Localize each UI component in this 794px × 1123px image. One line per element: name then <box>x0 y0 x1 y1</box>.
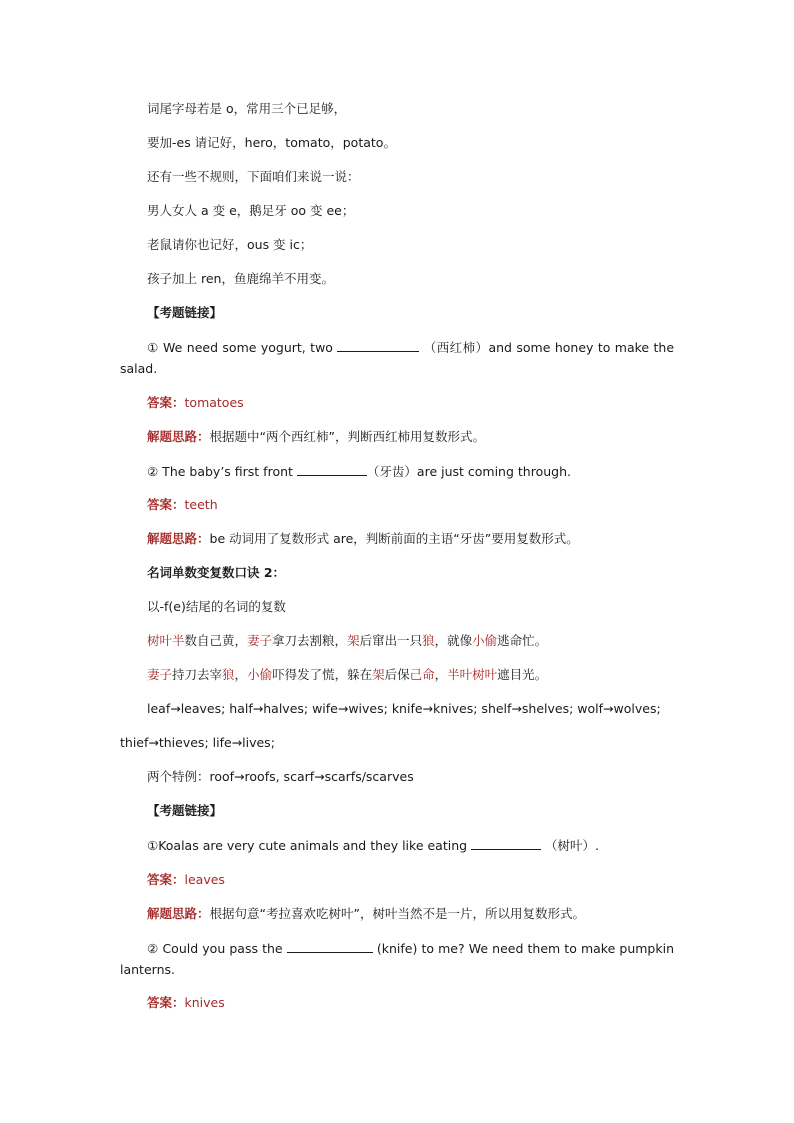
answer-1-2 <box>147 497 218 513</box>
explanation-1-2 <box>147 531 579 547</box>
rhyme-text: 遮目光。 <box>497 667 548 682</box>
highlight-word: 半叶树叶 <box>447 667 498 682</box>
rhyme-text: 后保 <box>384 667 410 682</box>
answer-blank[interactable] <box>471 837 541 850</box>
rhyme-line-4: 男人女人 a 变 e，鹅足牙 oo 变 ee； <box>147 203 355 218</box>
answer-label: 答案： <box>147 395 185 410</box>
explanation-label: 解题思路： <box>147 906 210 921</box>
explanation-label: 解题思路： <box>147 531 210 546</box>
rhyme-2-subtitle: 以-f(e)结尾的名词的复数 <box>147 599 286 614</box>
rhyme-text: ， <box>434 667 448 682</box>
question-text: ② Could you pass the <box>147 941 283 956</box>
answer-label: 答案： <box>147 872 185 887</box>
question-hint: （牙齿）are just coming through. <box>366 464 571 479</box>
question-hint: (knife) to me? We need them to make pumpkin <box>376 941 675 956</box>
explanation-2-1 <box>147 906 585 922</box>
answer-label: 答案： <box>147 497 185 512</box>
answer-value: teeth <box>184 497 218 512</box>
plural-examples-line-1: leaf→leaves; half→halves; wife→wives; knife→knives; shelf→shelves; wolf→wolves; <box>147 701 661 716</box>
exam-link-heading-1: 【考题链接】 <box>147 305 223 320</box>
highlight-word: 树叶半 <box>147 633 185 648</box>
question-continuation: lanterns. <box>120 962 175 977</box>
rhyme-text: 持刀去宰 <box>172 667 223 682</box>
question-1-1 <box>120 337 674 379</box>
question-hint: （树叶）. <box>545 838 600 853</box>
answer-2-1 <box>147 872 225 888</box>
highlight-word: 狼 <box>422 633 435 648</box>
special-cases: 两个特例：roof→roofs, scarf→scarfs/scarves <box>147 769 414 784</box>
rhyme-text: 后窜出一只 <box>359 633 423 648</box>
answer-value: knives <box>184 995 225 1010</box>
rhyme-2-line-2 <box>147 667 547 683</box>
rhyme-text: 吓得发了慌，躲在 <box>272 667 373 682</box>
highlight-word: 小偷 <box>247 667 273 682</box>
rhyme-line-3: 还有一些不规则，下面咱们来说一说： <box>147 169 360 184</box>
highlight-word: 妻子 <box>147 667 173 682</box>
highlight-word: 己命 <box>409 667 435 682</box>
question-hint: （西红柿）and some honey to make the <box>423 340 675 355</box>
rhyme-line-1: 词尾字母若是 o，常用三个已足够， <box>147 101 347 116</box>
rhyme-line-6: 孩子加上 ren，鱼鹿绵羊不用变。 <box>147 271 334 286</box>
question-2-1 <box>147 837 599 854</box>
answer-value: tomatoes <box>184 395 244 410</box>
rhyme-2-line-1 <box>147 633 547 649</box>
explanation-label: 解题思路： <box>147 429 210 444</box>
rhyme-text: ， <box>234 667 248 682</box>
question-text: ①Koalas are very cute animals and they like eating <box>147 838 468 853</box>
question-text: ② The baby’s first front <box>147 464 293 479</box>
answer-2-2 <box>147 995 225 1011</box>
rhyme-line-5: 老鼠请你也记好，ous 变 ic； <box>147 237 313 252</box>
answer-blank[interactable] <box>287 940 373 953</box>
highlight-word: 架 <box>347 633 360 648</box>
rhyme-text: 逃命忙。 <box>497 633 548 648</box>
highlight-word: 小偷 <box>472 633 498 648</box>
answer-blank[interactable] <box>297 463 367 476</box>
rhyme-2-title: 名词单数变复数口诀 2： <box>147 565 286 580</box>
explanation-1-1 <box>147 429 485 445</box>
answer-1-1 <box>147 395 244 411</box>
question-1-2 <box>147 463 571 480</box>
exam-link-heading-2: 【考题链接】 <box>147 803 223 818</box>
explanation-text: 根据题中“两个西红柿”，判断西红柿用复数形式。 <box>209 429 485 444</box>
question-continuation: salad. <box>120 361 158 376</box>
answer-label: 答案： <box>147 995 185 1010</box>
highlight-word: 妻子 <box>247 633 273 648</box>
question-2-2 <box>120 938 674 980</box>
highlight-word: 架 <box>372 667 385 682</box>
rhyme-text: 数自己黄， <box>184 633 248 648</box>
answer-value: leaves <box>184 872 225 887</box>
explanation-text: be 动词用了复数形式 are，判断前面的主语“牙齿”要用复数形式。 <box>209 531 579 546</box>
answer-blank[interactable] <box>337 339 419 352</box>
plural-examples-line-2: thief→thieves; life→lives; <box>120 735 275 750</box>
rhyme-text: ，就像 <box>434 633 473 648</box>
rhyme-text: 拿刀去割粮， <box>272 633 348 648</box>
highlight-word: 狼 <box>222 667 235 682</box>
rhyme-line-2: 要加-es 请记好，hero，tomato，potato。 <box>147 135 396 150</box>
question-text: ① We need some yogurt, two <box>147 340 333 355</box>
explanation-text: 根据句意“考拉喜欢吃树叶”，树叶当然不是一片，所以用复数形式。 <box>209 906 585 921</box>
